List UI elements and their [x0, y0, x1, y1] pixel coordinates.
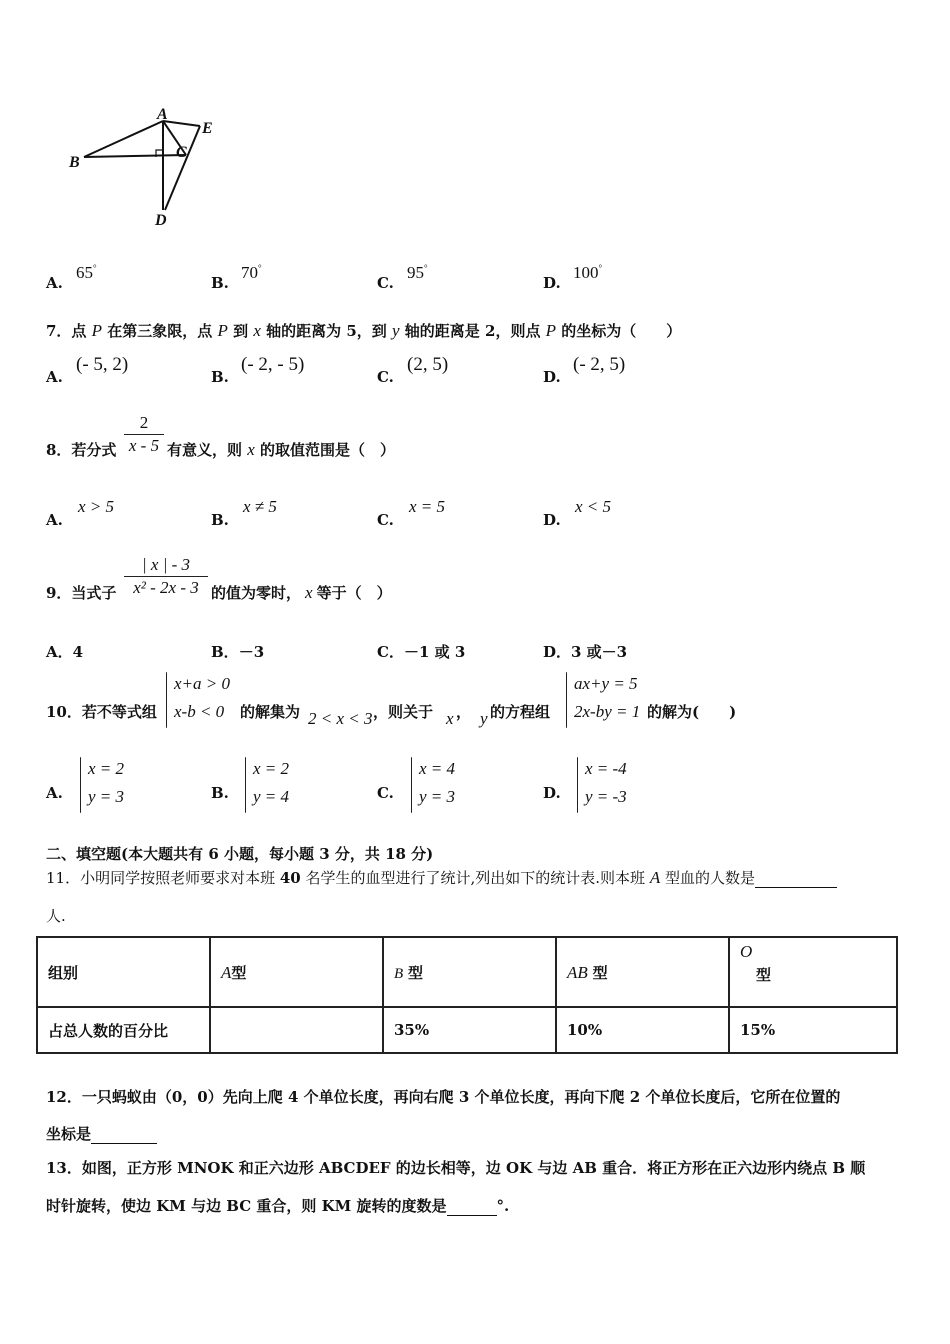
degree-mark: °	[424, 263, 428, 273]
q10-inequality-system	[166, 672, 246, 728]
geometry-figure	[40, 105, 240, 235]
option-label: C.	[377, 274, 394, 292]
option-value	[407, 263, 442, 283]
option-system	[80, 757, 150, 813]
option-label: C.	[377, 511, 394, 529]
option-number: 65	[76, 263, 93, 282]
segment-ba	[84, 121, 163, 157]
option-number: 100	[573, 263, 599, 282]
q10-range: 2 < x < 3	[308, 709, 373, 728]
q10-mid2: 的方程组	[490, 703, 551, 721]
q7-text: 到	[227, 322, 254, 340]
q13-line1: 13．如图，正方形 MNOK 和正六边形 ABCDEF 的边长相等，边 OK 与边 AB 重合．将正方形在正六边形内绕点 B 顺	[46, 1159, 866, 1177]
option-value: x ≠ 5	[243, 497, 277, 516]
option-label: D．	[543, 643, 572, 661]
table-cell-ab: 10%	[556, 1007, 729, 1053]
q11-tail: 人.	[46, 907, 66, 925]
degree-mark: °	[258, 263, 262, 273]
table-header-group: 组别	[37, 937, 210, 1007]
option-label: B.	[211, 368, 229, 386]
q10-about: ，则关于	[373, 703, 434, 721]
table-row-label: 占总人数的百分比	[37, 1007, 210, 1053]
option-label: C．	[377, 643, 404, 661]
q7-text: 轴的距离是 2，则点	[399, 322, 546, 340]
system-line: y = 4	[253, 787, 290, 806]
option-value	[573, 263, 617, 283]
q7-text: 的坐标为（ ）	[556, 322, 682, 340]
option-label: D.	[543, 368, 561, 386]
q11-text-a: 11．小明同学按照老师要求对本班	[46, 869, 280, 887]
segment-ae	[163, 121, 200, 126]
option-label: B.	[211, 511, 229, 529]
q10-suffix: 的解为( )	[647, 703, 737, 721]
q13-answer-blank[interactable]	[447, 1197, 497, 1216]
table-cell-a[interactable]	[210, 1007, 383, 1053]
q10-var-y: y	[480, 709, 488, 728]
q11-text-b: 名学生的血型进行了统计,列出如下的统计表.则本班	[300, 869, 650, 887]
option-system	[577, 757, 647, 813]
q8-suffix-a: 有意义，则	[167, 441, 248, 459]
option-value: －3	[238, 643, 265, 661]
q9-frac-num: | x | - 3	[141, 555, 191, 574]
option	[46, 641, 83, 662]
q7-stem	[46, 320, 681, 341]
q9-prefix: 9．当式子	[46, 584, 117, 602]
system-line: x = -4	[585, 759, 627, 778]
option-value	[76, 263, 111, 283]
option-label: B.	[211, 784, 229, 802]
q8-frac-den: x - 5	[128, 436, 160, 455]
q8-var: x	[247, 440, 255, 459]
q9-fraction	[124, 555, 208, 598]
table-header-ab: AB 型	[556, 937, 729, 1007]
system-line: y = -3	[585, 787, 627, 806]
option-value: 4	[72, 643, 84, 661]
label-d: D	[155, 212, 167, 229]
option-value: (- 5, 2)	[76, 354, 129, 375]
option-label: B．	[211, 643, 239, 661]
label-c: C	[176, 144, 187, 161]
system-line: x = 2	[253, 759, 290, 778]
option-label: C.	[377, 784, 394, 802]
system-line: x = 4	[419, 759, 456, 778]
q8-frac-num: 2	[139, 413, 149, 432]
q10-ineq1: x+a > 0	[174, 674, 230, 693]
segment-ed	[165, 126, 200, 210]
q10-mid: 的解集为	[240, 703, 301, 721]
degree-mark: °	[598, 263, 603, 273]
system-line: x = 2	[88, 759, 125, 778]
table-row	[37, 937, 897, 1007]
option-value: －1 或 3	[403, 643, 466, 661]
q7-variable: x	[253, 321, 261, 340]
q7-variable: P	[545, 321, 557, 340]
q11-text-c: 型血的人数是	[660, 869, 755, 887]
table-cell-b: 35%	[383, 1007, 556, 1053]
option-label: B.	[211, 274, 229, 292]
option-value: (- 2, 5)	[573, 354, 626, 375]
system-line: y = 3	[88, 787, 125, 806]
q8-stem	[46, 439, 116, 460]
q8-fraction	[124, 413, 164, 456]
q10-var-x: x	[446, 709, 454, 728]
q10-eq2: 2x-by = 1	[574, 702, 641, 721]
option-label: A.	[46, 511, 63, 529]
q10-comma: ，	[456, 703, 472, 721]
option	[377, 641, 465, 662]
option-label: A.	[46, 274, 63, 292]
table-header-b: B 型	[383, 937, 556, 1007]
section-title: 二、填空题(本大题共有 6 小题，每小题 3 分，共 18 分)	[46, 845, 434, 863]
option-number: 95	[407, 263, 424, 282]
option-value	[241, 263, 276, 283]
label-e: E	[202, 120, 213, 137]
q11-var: A	[649, 868, 661, 887]
option-label: D.	[543, 511, 561, 529]
degree-mark: °	[93, 263, 97, 273]
q9-stem	[46, 582, 116, 603]
q8-stem-tail	[167, 439, 395, 460]
q8-prefix: 8．若分式	[46, 441, 117, 459]
segment-bc	[84, 155, 186, 157]
option-value: x > 5	[78, 497, 115, 516]
option-label: A.	[46, 368, 63, 386]
table-cell-o: 15%	[729, 1007, 897, 1053]
q12-line1: 12．一只蚂蚁由（0，0）先向上爬 4 个单位长度，再向右爬 3 个单位长度，再向下爬 2 个单位长度后，它所在位置的	[46, 1088, 841, 1106]
blood-type-table	[36, 936, 898, 1054]
option-label: C.	[377, 368, 394, 386]
option-system	[245, 757, 315, 813]
q12-line2: 坐标是	[46, 1123, 157, 1144]
q7-text: 在第三象限，点	[102, 322, 218, 340]
q10-equation-system	[566, 672, 648, 728]
q7-text: 7．点	[46, 322, 92, 340]
table-header-a: A型	[210, 937, 383, 1007]
q9-frac-den: x² - 2x - 3	[133, 578, 199, 597]
option-label: D.	[543, 784, 561, 802]
q11-stem	[46, 867, 837, 888]
q10-eq1: ax+y = 5	[574, 674, 638, 693]
option-label: D.	[543, 274, 561, 292]
label-a: A	[157, 106, 168, 123]
q7-variable: P	[217, 321, 228, 340]
option-value: (2, 5)	[407, 354, 449, 375]
q9-var: x	[305, 583, 313, 602]
option	[211, 641, 264, 662]
option-value: x = 5	[409, 497, 446, 516]
q13-line2: 时针旋转，使边 KM 与边 BC 重合，则 KM 旋转的度数是 °.	[46, 1197, 510, 1215]
q7-variable: P	[91, 321, 103, 340]
q9-suffix-b: 等于（ ）	[316, 584, 392, 602]
q10-ineq2: x-b < 0	[174, 702, 225, 721]
q11-count: 40	[279, 869, 301, 887]
q11-answer-blank[interactable]	[755, 869, 837, 888]
option-value: (- 2, - 5)	[241, 354, 305, 375]
option-value: 3 或－3	[571, 643, 628, 661]
table-header-o: O 型	[729, 937, 897, 1007]
q10-prefix: 10．若不等式组	[46, 703, 157, 721]
q7-variable: y	[392, 321, 400, 340]
q7-text: 轴的距离为 5，到	[260, 322, 393, 340]
option-number: 70	[241, 263, 258, 282]
option-system	[411, 757, 481, 813]
q8-suffix-b: 的取值范围是（ ）	[254, 441, 396, 459]
q12-answer-blank[interactable]	[91, 1125, 157, 1144]
option-label: A.	[46, 784, 63, 802]
label-b: B	[69, 154, 80, 171]
option-value: x < 5	[575, 497, 612, 516]
table-row	[37, 1007, 897, 1053]
system-line: y = 3	[419, 787, 456, 806]
option-label: A．	[46, 643, 73, 661]
option	[543, 641, 627, 662]
q9-suffix-a: 的值为零时，	[211, 584, 302, 602]
q9-stem-tail	[211, 582, 392, 603]
